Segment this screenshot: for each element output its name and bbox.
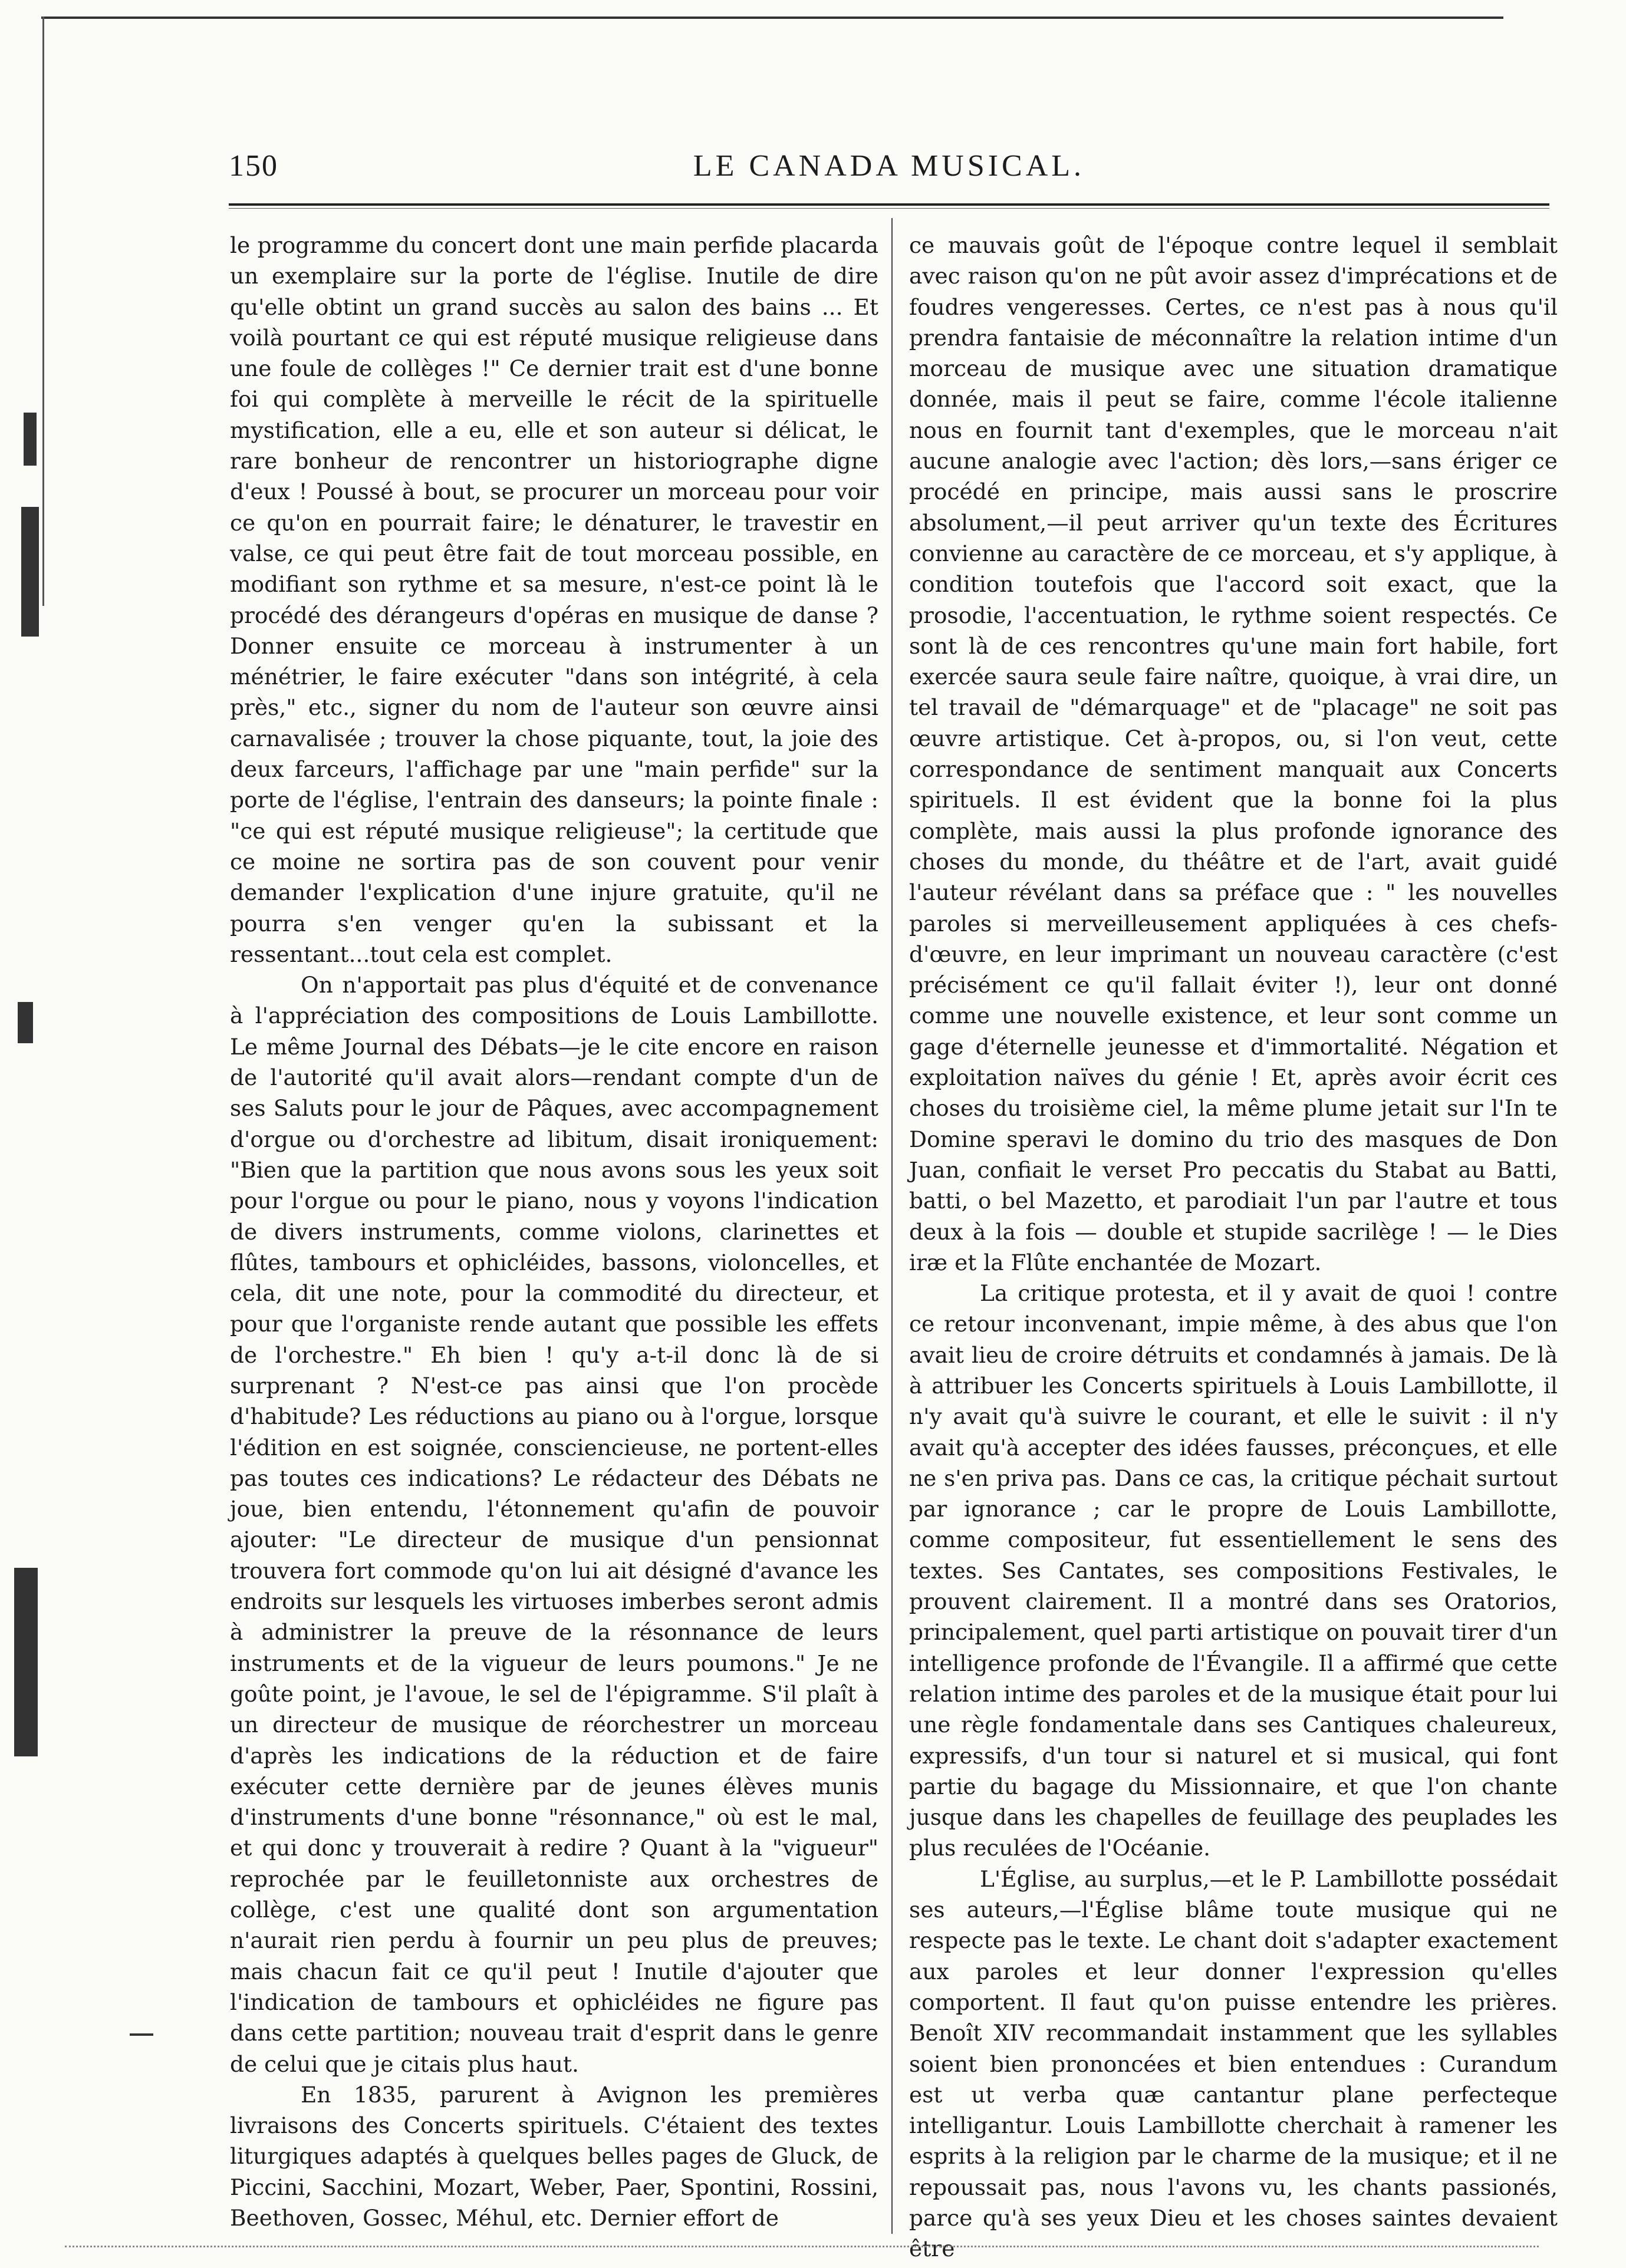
header-rule-thin [229, 208, 1549, 209]
margin-ink-mark [24, 413, 37, 466]
margin-ink-mark [14, 1568, 38, 1756]
page-header [229, 149, 1549, 196]
paragraph: La critique protesta, et il y avait de quoi ! contre ce retour inconvenant, impie même, à des abus que l'on avait lieu de croire détruits et condamnés à jamais. De là à attribuer les Concerts spirituels à Louis Lambillotte, il n'y avait qu'à suivre le courant, et elle le suivit : il n'y avait qu'à accepter des idées fausses, préconçues, et elle ne s'en priva pas. Dans ce cas, la critique péchait surtout par ignorance ; car le propre de Louis Lambillotte, comme compositeur, fut essentiellement le sens des textes. Ses Cantates, ses compositions Festivales, le prouvent clairement. Il a montré dans ses Oratorios, principalement, quel parti artistique on pouvait tirer d'un intelligence profonde de l'Évangile. Il a affirmé que cette relation intime des paroles et de la musique était pour lui une règle fondamentale dans ses Cantiques chaleureux, expressifs, d'un tour si naturel et si musical, qui font partie du bagage du Missionnaire, et que l'on chante jusque dans les chapelles de feuillage des peuplades les plus reculées de l'Océanie. [909, 1280, 1558, 1861]
paragraph: ce mauvais goût de l'époque contre lequel il semblait avec raison qu'on ne pût avoir assez d'imprécations et de foudres vengeresses. Certes, ce n'est pas à nous qu'il prendra fantaisie de méconnaître la relation intime d'un morceau de musique avec une situation dramatique donnée, mais il peut se faire, comme l'école italienne nous en fournit tant d'exemples, que le morceau n'ait aucune analogie avec l'action; dès lors,—sans ériger ce procédé en principe, mais aussi sans le proscrire absolument,—il peut arriver qu'un texte des Écritures convienne au caractère de ce morceau, et s'y applique, à condition toutefois que l'accord soit exact, que la prosodie, l'accentuation, le rythme soient respectés. Ce sont là de ces rencontres qu'une main fort habile, fort exercée saura seule faire naître, quoique, à vrai dire, un tel travail de "démarquage" et de "placage" ne soit pas œuvre artistique. Cet à-propos, ou, si l'on veut, cette correspondance de sentiment manquait aux Concerts spirituels. Il est évident que la bonne foi la plus complète, mais aussi la plus profonde ignorance des choses du monde, du théâtre et de l'art, avait guidé l'auteur révélant dans sa préface que : " les nouvelles paroles si merveilleusement appliquées à ces chefs-d'œuvre, en leur imprimant un nouveau caractère (c'est précisément ce qu'il fallait éviter !), leur ont donné comme une nouvelle existence, et leur sont comme un gage d'éternelle jeunesse et d'immortalité. Négation et exploitation naïves du génie ! Et, après avoir écrit ces choses du troisième ciel, la même plume jetait sur l'In te Domine speravi le domino du trio des masques de Don Juan, confiait le verset Pro peccatis du Stabat au Batti, batti, o bel Mazetto, et parodiait l'un par l'autre et tous deux à la fois — double et stupide sacrilège ! — le Dies iræ et la Flûte enchantée de Mozart. [909, 232, 1558, 1275]
bottom-edge-marks [65, 2246, 1539, 2249]
paragraph: On n'apportait pas plus d'équité et de convenance à l'appréciation des compositions de Louis Lambillotte. Le même Journal des Débats—je le cite encore en raison de l'autorité qu'il avait alors—rendant compte d'un de ses Saluts pour le jour de Pâques, avec accompagnement d'orgue ou d'orchestre ad libitum, disait ironiquement: "Bien que la partition que nous avons sous les yeux soit pour l'orgue ou pour le piano, nous y voyons l'indication de divers instruments, comme violons, clarinettes et flûtes, tambours et ophicléides, bassons, violoncelles, et cela, dit une note, pour la commodité du directeur, et pour que l'organiste rende autant que possible les effets de l'orchestre." Eh bien ! qu'y a-t-il donc là de si surprenant ? N'est-ce pas ainsi que l'on procède d'habitude? Les réductions au piano ou à l'orgue, lorsque l'édition en est soignée, consciencieuse, ne portent-elles pas toutes ces indications? Le rédacteur des Débats ne joue, bien entendu, l'étonnement qu'afin de pouvoir ajouter: "Le directeur de musique d'un pensionnat trouvera fort commode qu'on lui ait désigné d'avance les endroits sur lesquels les virtuoses imberbes seront admis à administrer la preuve de la résonnance de leurs instruments et de la vigueur de leurs poumons." Je ne goûte point, je l'avoue, le sel de l'épigramme. S'il plaît à un directeur de musique de réorchestrer un morceau d'après les indications de la réduction et de faire exécuter cette dernière par de jeunes élèves munis d'instruments d'une bonne "résonnance," où est le mal, et qui donc y trouverait à redire ? Quant à la "vigueur" reprochée par le feuilletonniste aux orchestres de collège, c'est une qualité dont son argumentation n'aurait rien perdu à fournir un peu plus de preuves; mais chacun fait ce qu'il peut ! Inutile d'ajouter que l'indication de tambours et ophicléides ne figure pas dans cette partition; nouveau trait d'esprit dans le genre de celui que je citais plus haut. [230, 972, 878, 2077]
paragraph: le programme du concert dont une main perfide placarda un exemplaire sur la porte de l'église. Inutile de dire qu'elle obtint un grand succès au salon des bains ... Et voilà pourtant ce qui est réputé musique religieuse dans une foule de collèges !" Ce dernier trait est d'une bonne foi qui complète à merveille le récit de la spirituelle mystification, elle a eu, elle et son auteur si délicat, le rare bonheur de rencontrer un historiographe digne d'eux ! Poussé à bout, se procurer un morceau pour voir ce qu'on en pourrait faire; le dénaturer, le travestir en valse, ce qui peut être fait de tout morceau possible, en modifiant son rythme et sa mesure, n'est-ce point là le procédé des dérangeurs d'opéras en musique de danse ? Donner ensuite ce morceau à instrumenter à un ménétrier, le faire exécuter "dans son intégrité, à cela près," etc., signer du nom de l'auteur son œuvre ainsi carnavalisée ; trouver la chose piquante, tout, la joie des deux farceurs, l'affichage par une "main perfide" sur la porte de l'église, l'entrain des danseurs; la pointe finale : "ce qui est réputé musique religieuse"; la certitude que ce moine ne sortira pas de son couvent pour venir demander l'explication d'une injure gratuite, qu'il ne pourra s'en venger qu'en la subissant et la ressentant...tout cela est complet. [230, 232, 878, 967]
top-border-rule [41, 17, 1503, 19]
column-divider [891, 218, 893, 2234]
paragraph: En 1835, parurent à Avignon les premières livraisons des Concerts spirituels. C'étaient des textes liturgiques adaptés à quelques belles pages de Gluck, de Piccini, Sacchini, Mozart, Weber, Paer, Spontini, Rossini, Beethoven, Gossec, Méhul, etc. Dernier effort de [230, 2081, 878, 2231]
right-column [909, 230, 1558, 2264]
margin-ink-mark [130, 2033, 153, 2036]
page-number: 150 [229, 149, 278, 183]
left-border-rule [42, 17, 44, 606]
margin-ink-mark [21, 507, 39, 637]
left-column [230, 230, 878, 2233]
paragraph: L'Église, au surplus,—et le P. Lambillotte possédait ses auteurs,—l'Église blâme toute musique qui ne respecte pas le texte. Le chant doit s'adapter exactement aux paroles et leur donner l'expression qu'elles comportent. Il faut qu'on puisse entendre les prières. Benoît XIV recommandait instamment que les syllables soient bien prononcées et bien entendues : Curandum est ut verba quæ cantantur plane perfecteque intelligantur. Louis Lambillotte cherchait à ramener les esprits à la religion par le charme de la musique; et il ne repoussait pas, nous l'avons vu, les chants passionés, parce qu'à ses yeux Dieu et les choses saintes devaient être [909, 1865, 1558, 2262]
margin-ink-mark [18, 1002, 33, 1043]
header-rule [229, 203, 1549, 206]
running-title: LE CANADA MUSICAL. [693, 149, 1085, 183]
